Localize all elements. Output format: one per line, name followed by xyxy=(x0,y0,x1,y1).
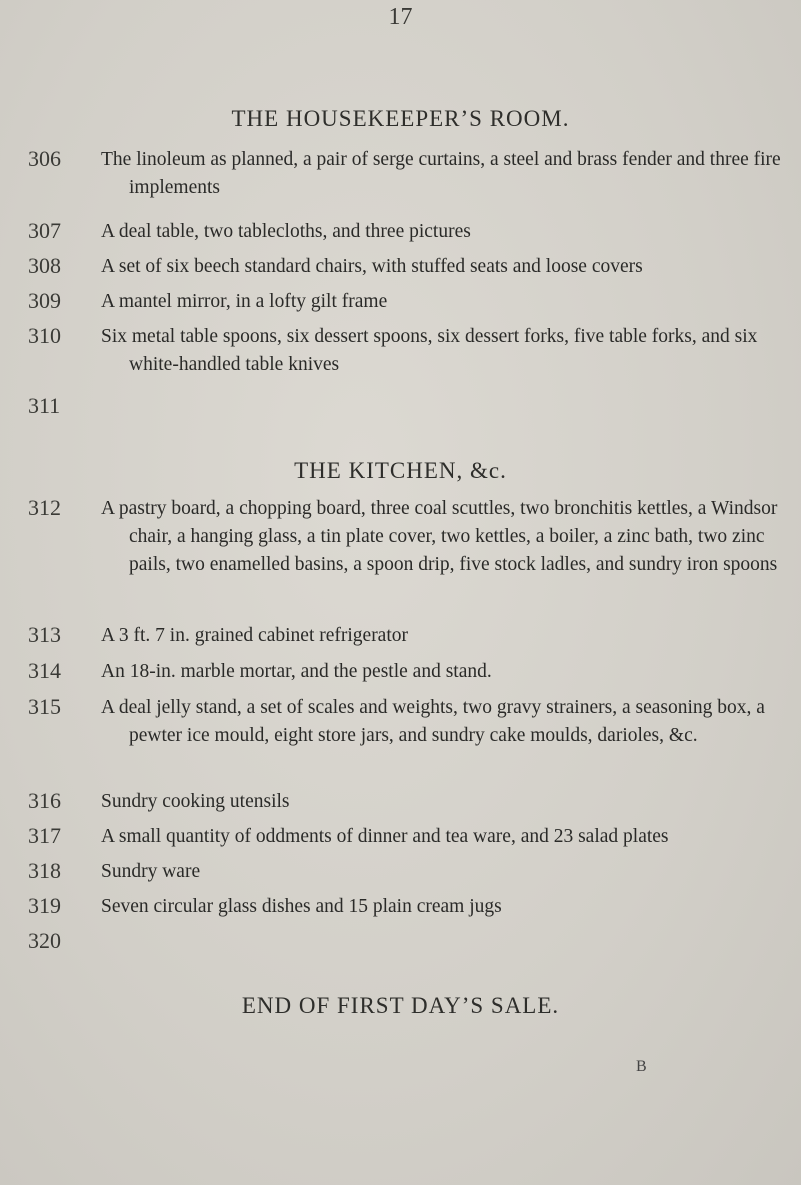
lot-description: Sundry cooking utensils xyxy=(101,791,290,812)
lot-number: 309 xyxy=(28,288,61,313)
lot-description: The linoleum as planned, a pair of serge curtains, a steel and brass fender and three fire implements xyxy=(101,149,781,198)
lot-number: 317 xyxy=(28,823,61,848)
lot-description: A small quantity of oddments of dinner and tea ware, and 23 salad plates xyxy=(101,826,669,847)
lot-number: 307 xyxy=(28,218,61,243)
lot-description: A mantel mirror, in a lofty gilt frame xyxy=(101,291,388,312)
section-heading-kitchen: THE KITCHEN, &c. xyxy=(294,458,507,483)
lot-number: 320 xyxy=(28,928,61,953)
lot-description: A set of six beech standard chairs, with stuffed seats and loose covers xyxy=(101,256,643,277)
lot-number: 311 xyxy=(28,393,61,418)
lot-description: Seven circular glass dishes and 15 plain cream jugs xyxy=(101,896,502,917)
lot-description: A 3 ft. 7 in. grained cabinet refrigerator xyxy=(101,625,409,646)
lot-number: 316 xyxy=(28,788,61,813)
lot-number: 318 xyxy=(28,858,61,883)
lot-number: 308 xyxy=(28,253,61,278)
lot-description: An 18-in. marble mortar, and the pestle and stand. xyxy=(101,661,492,682)
lot-description: A pastry board, a chopping board, three coal scuttles, two bronchitis kettles, a Windsor chair, a hanging glass, a tin plate cover, two kettles, a boiler, a zinc bath, two zinc pails, two enamelled basins, a spoon drip, five stock ladles, and sundry iron spoons xyxy=(101,498,778,575)
lot-description: Sundry ware xyxy=(101,861,201,882)
lot-number: 310 xyxy=(28,323,61,348)
lot-description: Six metal table spoons, six dessert spoons, six dessert forks, five table forks, and six white-handled table knives xyxy=(101,326,758,375)
end-of-sale-footer: END OF FIRST DAY’S SALE. xyxy=(241,993,560,1018)
lot-number: 314 xyxy=(28,658,61,683)
signature-mark: B xyxy=(636,1058,647,1075)
lot-number: 315 xyxy=(28,694,61,719)
lot-number: 313 xyxy=(28,622,61,647)
page-number: 17 xyxy=(388,4,413,30)
lot-number: 312 xyxy=(28,495,61,520)
section-heading-housekeepers-room: THE HOUSEKEEPER’S ROOM. xyxy=(231,106,570,131)
lot-description: A deal table, two tablecloths, and three pictures xyxy=(101,221,471,242)
lot-description: A deal jelly stand, a set of scales and weights, two gravy strainers, a seasoning box, a pewter ice mould, eight store jars, and sundry cake moulds, darioles, &c. xyxy=(101,697,765,746)
lot-number: 319 xyxy=(28,893,61,918)
lot-number: 306 xyxy=(28,146,61,171)
